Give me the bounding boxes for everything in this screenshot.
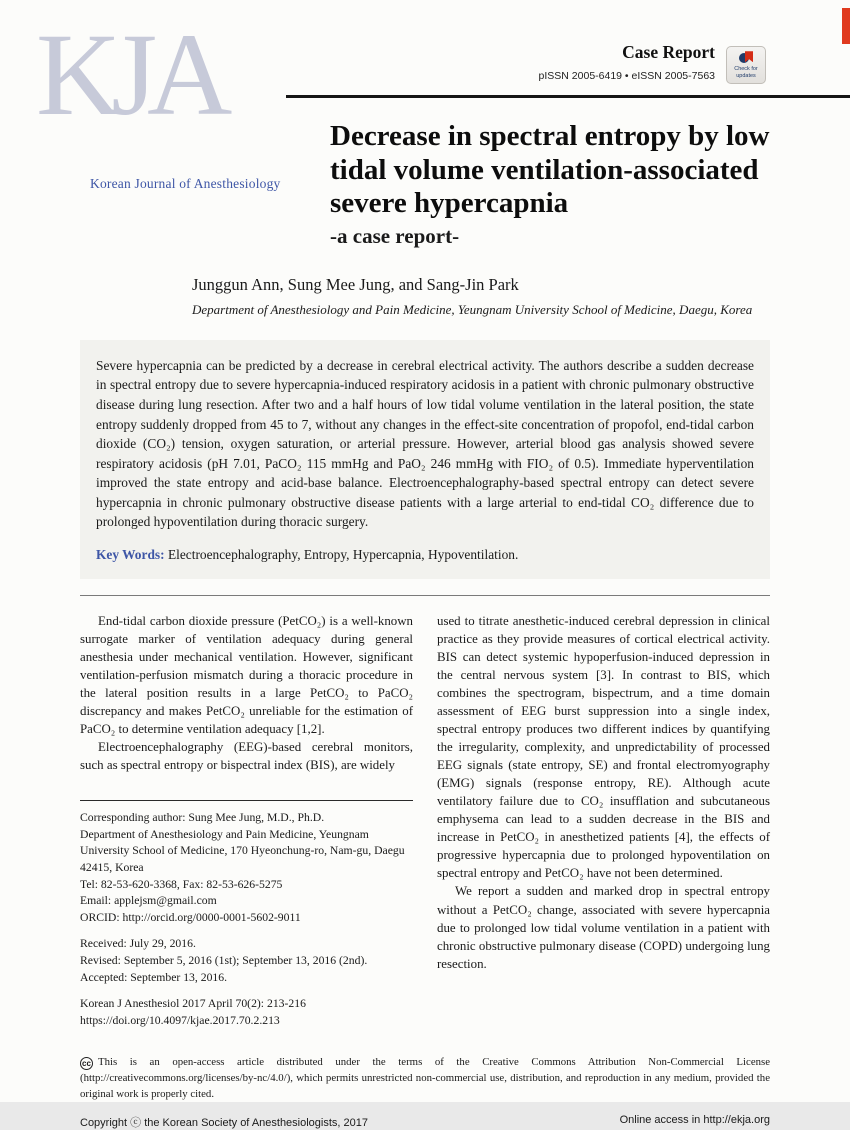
abstract-text: Severe hypercapnia can be predicted by a decrease in cerebral electrical activity. The authors describe a sudden decrease in spectral entropy due to severe hypercapnia-induced respiratory acidosis in a patient with chronic pulmonary obstructive disease during lung resection. After two and a half hours of low tidal volume ventilation in the lateral position, the state entropy suddenly dropped from 45 to 7, without any changes in the effect-site concentration of propofol, end-tidal carbon dioxide (CO₂) tension, oxygen saturation, or arterial pressure. However, arterial blood gas analysis showed severe respiratory acidosis (pH 7.01, PaCO₂ 115 mmHg and PaO₂ 246 mmHg with FIO₂ of 0.5). Immediate hyperventilation improved the state entropy and acid-base balance. Electroencephalography-based spectral entropy can detect severe hypercapnia in chronic pulmonary obstructive disease patients with a large arterial to end-tidal CO₂ difference due to prolonged hypoventilation during thoracic surgery. [96, 357, 754, 530]
body-paragraph: Electroencephalography (EEG)-based cerebral monitors, such as spectral entropy or bispectral index (BIS), are widely [80, 739, 413, 772]
article-type-label: Case Report [622, 42, 715, 62]
keywords-label: Key Words: [96, 546, 165, 562]
license-notice [80, 1055, 770, 1102]
footer-row [80, 1114, 770, 1130]
article-title [330, 120, 770, 249]
abstract-divider-rule [80, 595, 770, 596]
citation-block [80, 996, 413, 1029]
revised-line: Revised: September 5, 2016 (1st); September 13, 2016 (2nd). [80, 953, 368, 967]
corresponding-author-line: Corresponding author: Sung Mee Jung, M.D., Ph.D. [80, 811, 325, 825]
body-paragraph: We report a sudden and marked drop in spectral entropy without a PetCO₂ change, associated with severe hypercapnia due to prolonged low tidal volume ventilation in a patient with chronic obstructive pulmonary disease (COPD) undergoing lung resection. [437, 884, 770, 971]
authors-line: Junggun Ann, Sung Mee Jung, and Sang-Jin Park [192, 274, 519, 294]
copyright-line: Copyright ⓒ the Korean Society of Anesthesiologists, 2017 [80, 1117, 369, 1130]
orcid-line[interactable]: ORCID: http://orcid.org/0000-0001-5602-9011 [80, 910, 301, 924]
body-right-column [437, 612, 770, 1040]
accepted-line: Accepted: September 13, 2016. [80, 970, 228, 984]
doi-link[interactable]: https://doi.org/10.4097/kjae.2017.70.2.213 [80, 1013, 280, 1027]
keywords-line [96, 545, 754, 565]
crossmark-icon [739, 51, 753, 64]
journal-name: Korean Journal of Anesthesiology [90, 176, 281, 191]
abstract-box [80, 340, 770, 579]
red-corner-bar [842, 8, 850, 44]
body-left-column [80, 612, 413, 1040]
corresponding-address-line: Department of Anesthesiology and Pain Medicine, Yeungnam University School of Medicine, 170 Hyeonchung-ro, Nam-gu, Daegu 42415, Korea [80, 827, 405, 874]
email-line[interactable]: Email: applejsm@gmail.com [80, 894, 217, 908]
affiliation-line: Department of Anesthesiology and Pain Medicine, Yeungnam University School of Medicine, Daegu, Korea [192, 301, 753, 317]
online-access-link[interactable]: Online access in http://ekja.org [619, 1114, 770, 1127]
header-rule [286, 95, 850, 98]
body-columns [80, 612, 770, 1040]
footnote-block [80, 800, 413, 1029]
crossmark-check-updates-badge[interactable] [726, 46, 766, 84]
tel-fax-line: Tel: 82-53-620-3368, Fax: 82-53-626-5275 [80, 877, 283, 891]
body-paragraph: used to titrate anesthetic-induced cerebral depression in clinical practice as they provide measures of cortical electrical activity. BIS can detect systemic hypoperfusion-induced depression in the central nervous system [3]. In contrast to BIS, which combines the spectrogram, bispectrum, and a time domain assessment of EEG burst suppression into a single index, spectral entropy produces two different indices by quantifying the irregularity, complexity, and unpredictability of processed EEG signals (state entropy, SE) and frontal electromyography (EMG) signals (response entropy, RE). Although acute ventilatory failure due to CO₂ insufflation and subcutaneous emphysema can lead to a sudden decrease in the BIS and increase in PetCO₂ in anesthetized patients [4], the effects of progressive hypercapnia due to prolonged hypoventilation on spectral entropy and PetCO₂ have not been determined. [437, 613, 770, 881]
title-line-3: severe hypercapnia [330, 187, 569, 220]
citation-line: Korean J Anesthesiol 2017 April 70(2): 213-216 [80, 997, 306, 1011]
article-subtitle: -a case report- [330, 223, 460, 248]
crossmark-label: Check for updates [734, 66, 758, 79]
title-line-1: Decrease in spectral entropy by low [330, 120, 770, 152]
issn-line: pISSN 2005-6419 • eISSN 2005-7563 [538, 70, 715, 82]
kja-logo: KJA [36, 9, 223, 140]
body-paragraph: End-tidal carbon dioxide pressure (PetCO₂) is a well-known surrogate marker of ventilation adequacy during general anesthesia under mechanical ventilation. However, significant ventilation-perfusion mismatch during a thoracic procedure in the lateral position results in a large PetCO₂ to PaCO₂ discrepancy and makes PetCO₂ unreliable for the estimation of PaCO₂ to determine ventilation adequacy [1,2]. [80, 613, 413, 736]
creative-commons-icon: cc [80, 1057, 93, 1070]
corresponding-author-block [80, 810, 413, 926]
license-text: This is an open-access article distributed under the terms of the Creative Commons Attribution Non-Commercial License (http://creativecommons.org/licenses/by-nc/4.0/), which permits unrestricted non-commercial use, distribution, and reproduction in any medium, provided the original work is properly cited. [80, 1056, 770, 1100]
title-line-2: tidal volume ventilation-associated [330, 153, 759, 186]
received-line: Received: July 29, 2016. [80, 937, 196, 951]
keywords-text: Electroencephalography, Entropy, Hypercapnia, Hypoventilation. [167, 546, 519, 562]
article-dates-block [80, 936, 413, 986]
